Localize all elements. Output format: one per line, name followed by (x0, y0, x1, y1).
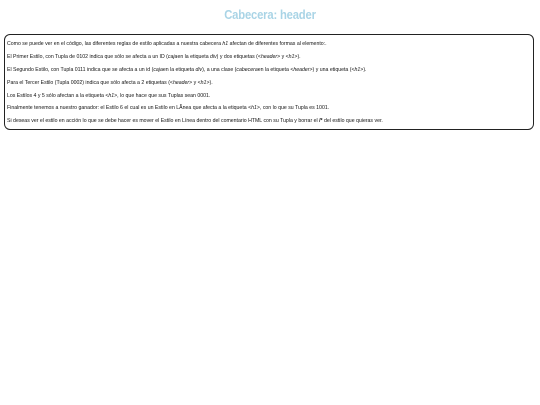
text-span: > y < (277, 53, 289, 60)
text-span: ), a una clase ( (202, 66, 237, 73)
code-span: div (195, 66, 203, 73)
code-span: h1 (108, 92, 115, 99)
text-span: Para el Tercer Estilo (Tupla 0002) indica que sólo afecta a 2 etiquetas (< (7, 79, 173, 86)
paragraph-winner (7, 105, 531, 111)
code-span: header (260, 53, 278, 60)
paragraph-style-1 (7, 54, 531, 60)
code-span: h1 (222, 41, 229, 47)
text-span: en la etiqueta (177, 53, 211, 60)
text-span: en la etiqueta < (257, 66, 294, 73)
paragraph-style-3 (7, 80, 531, 86)
code-span: caja (167, 53, 178, 60)
text-span: Finalmente tenemos a nuestro ganador: el Estilo 6 el cual es un Estilo en LÃnea que afecta a la etiqueta < (7, 105, 252, 112)
code-span: caja (153, 66, 163, 73)
text-span: >). (294, 53, 301, 60)
code-span: /* (319, 118, 323, 125)
text-span: ) y dos etiquetas (< (216, 53, 261, 60)
paragraph-style-4-5 (7, 93, 531, 99)
text-span: >). (360, 66, 367, 73)
code-span: cabecera (236, 66, 258, 73)
text-span: del estilo que quieras ver. (322, 118, 383, 125)
page-title: Cabecera: header (224, 8, 316, 22)
text-span: en la etiqueta (162, 66, 196, 73)
text-span: El Segundo Estilo, con Tupla 0111 indica que se afecta a un id ( (7, 66, 154, 73)
code-span: div (210, 53, 217, 60)
text-span: >). (206, 79, 213, 86)
code-span: h1 (354, 66, 361, 73)
text-span: Como se puede ver en el código, las diferentes reglas de estilo aplicadas a nuestra cabecera (7, 41, 223, 47)
text-span: >) y una etiqueta (< (309, 66, 355, 73)
paragraph-instructions (7, 118, 531, 124)
text-span: > y < (189, 79, 201, 86)
code-span: h1 (288, 53, 295, 60)
paragraph-style-2 (7, 67, 531, 73)
text-span: El Primer Estilo, con Tupla de 0102 indica que sólo se afecta a un ID ( (7, 53, 168, 60)
code-span: header (172, 79, 190, 86)
code-span: h1 (200, 79, 207, 86)
content-box (4, 34, 534, 130)
text-span: >, lo que hace que sus Tuplas sean 0001. (114, 92, 211, 99)
text-span: Los Estilos 4 y 5 sólo afectan a la etiqueta < (7, 92, 109, 99)
paragraph-intro (7, 41, 531, 47)
text-span: >, con lo que su Tupla es 1001. (256, 105, 330, 112)
text-span: afectan de diferentes formas al elemento:. (228, 41, 327, 47)
code-span: h1 (251, 105, 257, 112)
text-span: Si deseas ver el estilo en acción lo que se debe hacer es mover el Estilo en Línea dentro del comentario HTML con su Tupla y borrar el (7, 118, 320, 125)
code-span: header (293, 66, 310, 73)
